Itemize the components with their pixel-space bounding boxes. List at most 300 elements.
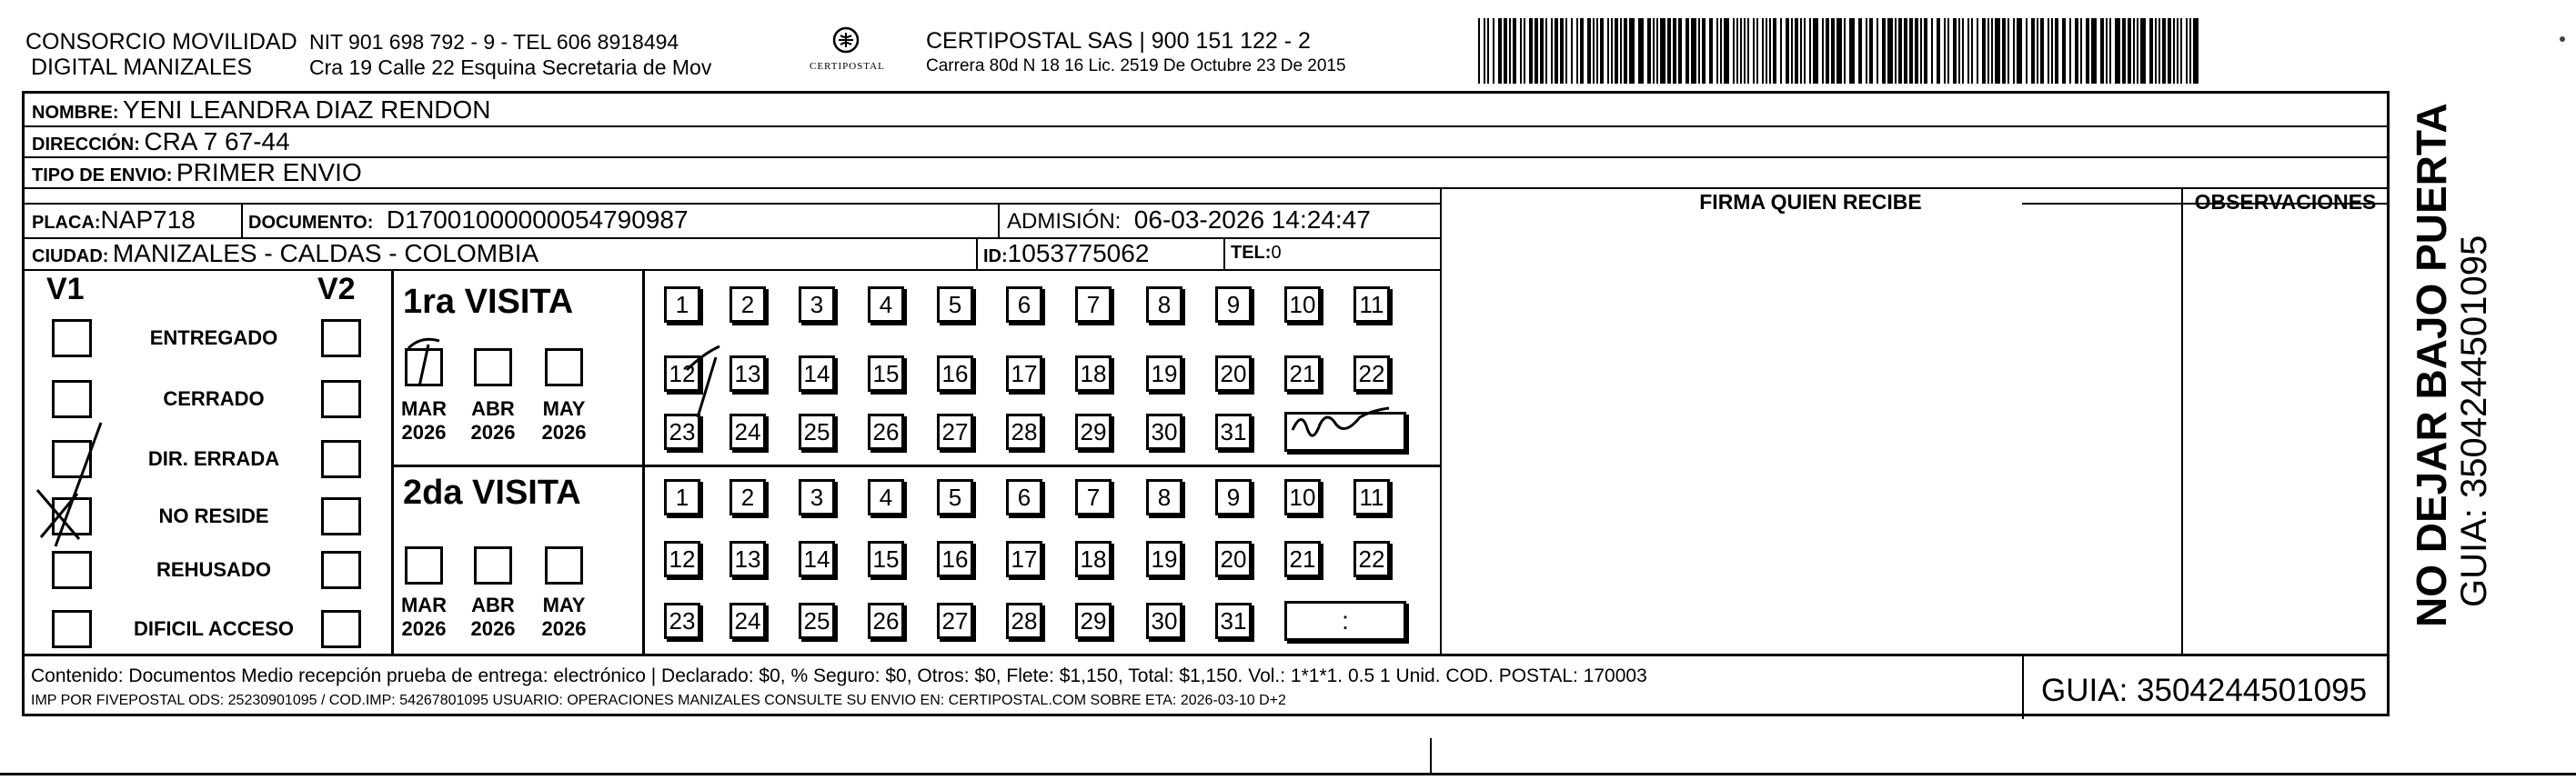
tipo-value: PRIMER ENVIO [176,158,362,186]
barcode-bar [2137,18,2138,84]
carrier-info [926,27,1346,78]
barcode-bar [1487,18,1489,84]
direccion-label: DIRECCIÓN: [32,135,140,155]
barcode-bar [1844,18,1846,84]
barcode-bar [1937,18,1940,84]
barcode-bar [1736,18,1738,84]
barcode-bar [1747,18,1749,84]
barcode-bar [1822,18,1824,84]
month-year: 2026 [470,421,516,444]
barcode-bar [1958,18,1960,84]
barcode-bar [2086,18,2089,84]
day-box[interactable]: 20 [1215,355,1252,392]
barcode-bar [1716,18,1718,84]
barcode-bar [1931,18,1933,84]
row-divider [25,125,2390,127]
barcode-bar [2075,18,2078,84]
barcode-bar [1786,18,1789,84]
day-box[interactable]: 9 [1215,479,1252,515]
scan-speck [2560,36,2565,42]
barcode-bar [2177,18,2179,84]
barcode-bar [1766,18,1767,84]
tel-value: 0 [1271,243,1282,263]
barcode-bar [1540,18,1544,84]
month-year: 2026 [401,617,447,640]
barcode-bar [2115,18,2120,84]
barcode-bar [2128,18,2131,84]
barcode-bar [1944,18,1946,84]
col-divider [1223,237,1225,269]
nombre-value: YENI LEANDRA DIAZ RENDON [123,95,491,124]
barcode-bar [1804,18,1806,84]
barcode-bar [1498,18,1502,84]
v2-checkbox[interactable] [321,551,361,589]
barcode-bar [1484,18,1485,84]
month-checkbox[interactable] [474,348,512,386]
barcode-bar [1580,18,1584,84]
carrier-name: CERTIPOSTAL SAS | 900 151 122 - 2 [926,28,1311,54]
v2-checkbox[interactable] [321,319,361,357]
barcode-bar [1520,18,1522,84]
barcode-bar [2133,18,2135,84]
barcode-bar [2017,18,2022,84]
day-box[interactable]: 10 [1284,479,1321,515]
month-name: MAY [542,594,586,616]
barcode-bar [1977,18,1978,84]
day-box[interactable]: 1 [664,479,700,515]
barcode-bar [1624,18,1627,84]
month-label [392,594,456,641]
day-box[interactable]: 23 [664,414,700,450]
barcode-bar [2031,18,2035,84]
barcode-bar [1762,18,1764,84]
barcode-bar [1691,18,1696,84]
day-box[interactable]: 18 [1075,541,1112,577]
sender-company [25,29,297,80]
day-box[interactable]: 28 [1006,414,1042,450]
day-box[interactable]: 8 [1146,286,1182,323]
day-box[interactable]: 24 [730,603,766,639]
day-box[interactable]: 21 [1284,355,1321,392]
barcode-bar [1995,18,2000,84]
placa-cell [32,205,196,235]
barcode-bar [1809,18,1811,84]
month-label [461,594,525,641]
month-year: 2026 [541,617,587,640]
barcode-bar [2062,18,2066,84]
day-box[interactable]: 27 [937,603,973,639]
barcode-bar [1660,18,1665,84]
barcode-bar [1600,18,1604,84]
barcode-bar [2040,18,2044,84]
barcode-bar [1560,18,1564,84]
day-box[interactable]: 6 [1006,286,1042,323]
barcode-bar [1887,18,1893,84]
barcode-bar [1909,18,1913,84]
day-box[interactable]: 17 [1006,541,1042,577]
reason-label: CERRADO [163,387,265,410]
barcode-bar [1709,18,1713,84]
barcode-bar [1596,18,1598,84]
barcode-bar [1702,18,1706,84]
barcode-bar [1478,18,1480,84]
barcode-bar [1629,18,1635,84]
placa-label: PLACA: [32,213,101,233]
direccion-value: CRA 7 67-44 [144,127,290,155]
barcode-bar [2037,18,2038,84]
v2-heading: V2 [317,272,356,306]
day-box[interactable]: 24 [730,414,766,450]
col-divider [241,203,243,237]
barcode-bar [1565,18,1567,84]
day-box[interactable]: 22 [1353,355,1390,392]
barcode-bar [1836,18,1842,84]
day-box[interactable]: 20 [1215,541,1252,577]
barcode-bar [1724,18,1729,84]
barcode-bar [1795,18,1798,84]
v1-checkbox[interactable] [52,551,92,589]
shipping-label [22,91,2390,716]
day-box[interactable]: 4 [868,286,904,323]
barcode-bar [1882,18,1886,84]
id-value: 1053775062 [1007,239,1150,267]
barcode-bar [1656,18,1658,84]
barcode-bar [1953,18,1957,84]
day-box[interactable]: 21 [1284,541,1321,577]
visit-divider [391,465,642,467]
tel-label: TEL: [1231,243,1272,263]
day-box[interactable]: 10 [1284,286,1321,323]
barcode-bar [1647,18,1651,84]
barcode-bar [1638,18,1644,84]
day-box[interactable]: 26 [868,603,904,639]
v1-checkbox[interactable] [52,440,92,478]
v1-checkbox[interactable] [52,497,92,535]
day-box[interactable]: 13 [730,355,766,392]
visit2-title: 2da VISITA [403,474,581,512]
col-divider [642,269,645,654]
admision-cell [1007,205,1371,235]
v1-checkbox[interactable] [52,319,92,357]
barcode-bar [2069,18,2071,84]
v2-checkbox[interactable] [321,380,361,418]
v1-checkbox[interactable] [52,610,92,648]
ciudad-value: MANIZALES - CALDAS - COLOMBIA [112,239,539,267]
barcode-bar [2122,18,2126,84]
barcode-bar [2168,18,2171,84]
month-label [461,397,525,445]
day-box[interactable]: 14 [799,541,835,577]
barcode-bar [2180,18,2182,84]
firma-heading: FIRMA QUIEN RECIBE [1699,190,1922,214]
certipostal-logo [810,25,885,76]
day-box[interactable]: 12 [664,355,700,392]
barcode-bar [2091,18,2097,84]
barcode-bar [2162,18,2166,84]
barcode-bar [1904,18,1907,84]
row-divider [25,654,2390,656]
day-box[interactable]: 13 [730,541,766,577]
v2-checkbox[interactable] [321,497,361,535]
barcode-bar [1858,18,1862,84]
reason-label: DIR. ERRADA [147,447,280,470]
barcode-bar [1920,18,1922,84]
id-label: ID: [983,246,1008,266]
sender-nit-line1: NIT 901 698 792 - 9 - TEL 606 8918494 [309,30,679,54]
tipo-row [32,158,362,187]
guia-number: GUIA: 3504244501095 [2041,673,2368,708]
barcode-bar [1545,18,1547,84]
reason-label: REHUSADO [156,558,271,581]
v2-checkbox[interactable] [321,440,361,478]
footer-print-line: IMP POR FIVEPOSTAL ODS: 25230901095 / COD.IMP: 54267801095 USUARIO: OPERACIONES MANIZALES CONSULTE SU ENVIO EN: CERTIPOSTAL.COM SOBRE ETA: 2026-03-10 D+2 [31,693,1286,708]
row-divider [25,187,2390,189]
barcode-bar [1555,18,1558,84]
barcode-bar [1678,18,1682,84]
barcode-bar [1877,18,1878,84]
barcode-bar [1898,18,1902,84]
barcode-bar [1571,18,1573,84]
barcode-bar [1529,18,1533,84]
barcode-bar [1826,18,1829,84]
barcode-bar [1924,18,1927,84]
day-box[interactable]: 6 [1006,479,1042,515]
barcode-bar [1756,18,1758,84]
day-box[interactable]: 12 [664,541,700,577]
month-year: 2026 [541,421,587,444]
barcode-bar [1509,18,1511,84]
observaciones-heading: OBSERVACIONES [2194,190,2377,214]
barcode-bar [1587,18,1591,84]
barcode-bar [1947,18,1949,84]
col-divider [1440,187,1442,654]
barcode-bar [1551,18,1553,84]
barcode-bar [1685,18,1689,84]
barcode-bar [2048,18,2049,84]
day-box[interactable]: 15 [868,355,904,392]
barcode-bar [1962,18,1964,84]
barcode-bar [1611,18,1613,84]
day-box[interactable]: 2 [730,286,766,323]
month-checkbox[interactable] [474,546,512,585]
day-box[interactable]: 26 [868,414,904,450]
side-guia: GUIA: 3504244501095 [2454,235,2494,607]
row-divider [25,269,1440,271]
barcode-bar [1504,18,1507,84]
barcode-bar [1744,18,1746,84]
barcode-bar [2002,18,2006,84]
barcode-bar [1615,18,1618,84]
ciudad-cell [32,239,538,268]
barcode-bar [2109,18,2111,84]
day-box[interactable]: 2 [730,479,766,515]
barcode-bar [1524,18,1525,84]
barcode-bar [1673,18,1676,84]
barcode-bar [1740,18,1742,84]
reason-label: NO RESIDE [158,505,269,527]
barcode [1478,18,2206,84]
day-box[interactable]: 5 [937,286,973,323]
day-box[interactable]: 30 [1146,414,1182,450]
barcode-bar [1773,18,1776,84]
tel-cell [1231,243,1282,264]
day-box[interactable]: 29 [1075,414,1112,450]
day-box[interactable]: 15 [868,541,904,577]
barcode-bar [2100,18,2104,84]
documento-cell [248,205,689,235]
visit1-title: 1ra VISITA [403,283,574,321]
barcode-bar [1576,18,1578,84]
month-checkbox[interactable] [405,546,443,585]
nombre-label: NOMBRE: [32,103,119,123]
carrier-address: Carrera 80d N 18 16 Lic. 2519 De Octubre 23 De 2015 [926,56,1346,75]
admision-label: ADMISIÓN: [1007,209,1122,234]
barcode-bar [2055,18,2058,84]
month-checkbox[interactable] [545,348,583,386]
bottom-rule [0,773,2576,775]
sender-company-line1: CONSORCIO MOVILIDAD [25,29,297,55]
time-box[interactable]: : [1284,601,1406,641]
v1-checkbox[interactable] [52,380,92,418]
side-warning: NO DEJAR BAJO PUERTA [2408,103,2455,627]
barcode-bar [1720,18,1722,84]
barcode-bar [1800,18,1802,84]
barcode-bar [2051,18,2053,84]
barcode-bar [1513,18,1516,84]
barcode-bar [2106,18,2108,84]
v1-heading: V1 [46,272,85,306]
day-box[interactable]: 22 [1353,541,1390,577]
day-box[interactable]: 1 [664,286,700,323]
month-checkbox[interactable] [545,546,583,585]
barcode-bar [2013,18,2015,84]
visit-divider [642,465,1440,467]
barcode-bar [1733,18,1735,84]
day-box[interactable]: 19 [1146,541,1182,577]
ciudad-label: CIUDAD: [32,246,109,266]
month-year: 2026 [401,421,447,444]
barcode-bar [2186,18,2188,84]
barcode-bar [1869,18,1873,84]
barcode-bar [1791,18,1793,84]
barcode-bar [2140,18,2146,84]
col-divider [2022,654,2024,719]
day-box[interactable]: 27 [937,414,973,450]
day-box[interactable]: 25 [799,414,835,450]
barcode-bar [2158,18,2160,84]
side-notice [2409,103,2494,627]
v2-checkbox[interactable] [321,610,361,648]
barcode-bar [1813,18,1818,84]
day-box[interactable]: 11 [1353,479,1390,515]
day-box[interactable]: 25 [799,603,835,639]
day-box[interactable]: 16 [937,541,973,577]
barcode-bar [1915,18,1918,84]
barcode-bar [2189,18,2191,84]
barcode-bar [1866,18,1867,84]
certipostal-logo-icon [828,25,864,56]
col-divider [2181,187,2183,654]
month-name: MAR [400,594,448,616]
day-box[interactable]: 28 [1006,603,1042,639]
day-box[interactable]: 3 [799,479,835,515]
sender-nit [309,29,711,80]
month-label [532,594,596,641]
tipo-label: TIPO DE ENVIO: [32,165,173,185]
day-box[interactable]: 23 [664,603,700,639]
time-box[interactable] [1284,412,1406,452]
barcode-bar [1831,18,1835,84]
day-box[interactable]: 11 [1353,286,1390,323]
col-divider [998,203,1000,237]
day-box[interactable]: 5 [937,479,973,515]
day-box[interactable]: 31 [1215,414,1252,450]
day-box[interactable]: 16 [937,355,973,392]
day-box[interactable]: 7 [1075,286,1112,323]
col-divider [976,237,978,269]
day-box[interactable]: 14 [799,355,835,392]
month-name: MAY [542,397,586,420]
barcode-bar [2173,18,2175,84]
sender-company-line2: DIGITAL MANIZALES [31,55,253,80]
barcode-bar [1982,18,1986,84]
day-box[interactable]: 29 [1075,603,1112,639]
barcode-bar [1849,18,1855,84]
barcode-bar [2007,18,2009,84]
barcode-bar [1620,18,1622,84]
row-divider [25,203,1440,205]
direccion-row [32,127,290,156]
day-box[interactable]: 9 [1215,286,1252,323]
barcode-bar [1493,18,1494,84]
month-label [532,397,596,445]
day-box[interactable]: 30 [1146,603,1182,639]
nombre-row [32,95,491,125]
month-label [392,397,456,445]
barcode-bar [1535,18,1538,84]
month-name: MAR [400,397,448,420]
day-box[interactable]: 4 [868,479,904,515]
barcode-bar [2026,18,2028,84]
month-year: 2026 [470,617,516,640]
documento-label: DOCUMENTO: [248,213,374,233]
day-box[interactable]: 7 [1075,479,1112,515]
barcode-bar [1667,18,1671,84]
scan-tick [1430,738,1432,775]
barcode-bar [1780,18,1782,84]
barcode-bar [1698,18,1700,84]
day-box[interactable]: 17 [1006,355,1042,392]
reason-label: ENTREGADO [149,326,278,349]
documento-value: D17001000000054790987 [386,205,689,234]
day-box[interactable]: 3 [799,286,835,323]
admision-value: 06-03-2026 14:24:47 [1133,205,1371,234]
day-box[interactable]: 31 [1215,603,1252,639]
barcode-bar [1991,18,1993,84]
month-name: ABR [471,397,515,420]
sender-address-line: Cra 19 Calle 22 Esquina Secretaria de Mov [309,55,712,79]
barcode-bar [1987,18,1989,84]
day-box[interactable]: 18 [1075,355,1112,392]
day-box[interactable]: 8 [1146,479,1182,515]
month-checkbox[interactable] [405,348,443,386]
row-divider [25,156,2390,158]
barcode-bar [1967,18,1969,84]
day-box[interactable]: 19 [1146,355,1182,392]
barcode-bar [2080,18,2082,84]
barcode-bar [1593,18,1595,84]
placa-value: NAP718 [100,205,196,234]
